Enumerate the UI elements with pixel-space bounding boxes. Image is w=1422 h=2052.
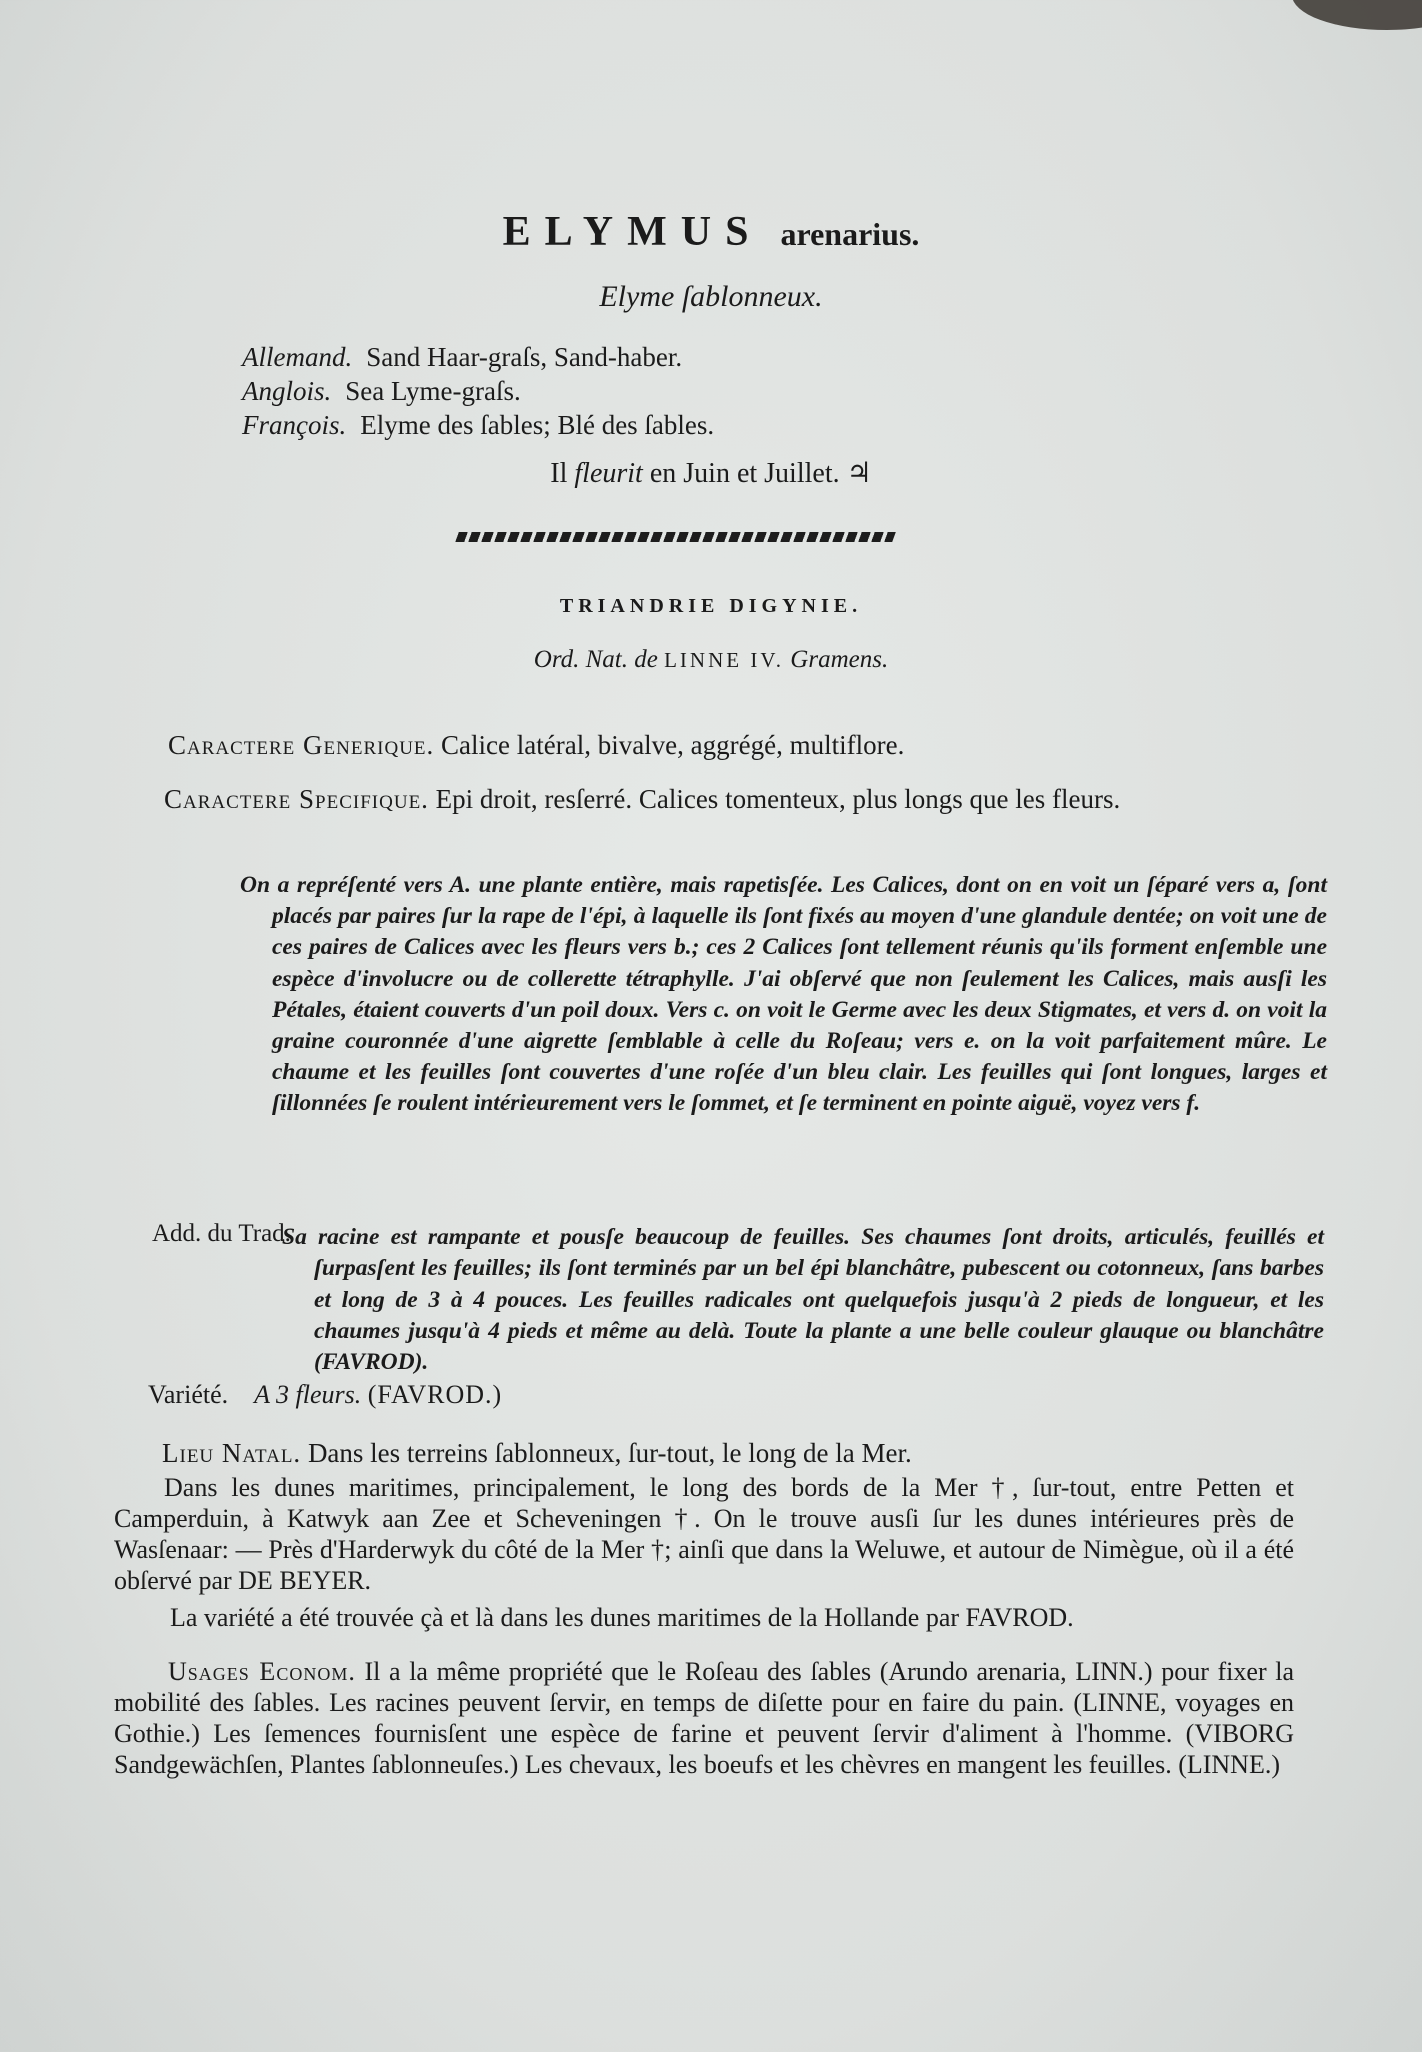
language-label: Allemand. xyxy=(242,342,353,372)
section-text: Epi droit, resſerré. Calices tomenteux, plus longs que les fleurs. xyxy=(435,784,1121,814)
variety-label: Variété. xyxy=(148,1380,229,1409)
french-name: Elyme ſablonneux. xyxy=(599,280,823,313)
language-label: Anglois. xyxy=(242,376,332,406)
ornamental-rule xyxy=(455,532,896,542)
linnaean-class: TRIANDRIE DIGYNIE. xyxy=(559,595,863,617)
section-label: Caractere Generique. xyxy=(168,730,435,760)
specific-character xyxy=(114,784,1294,815)
variety-line xyxy=(148,1380,502,1410)
species-name: arenarius. xyxy=(780,216,920,252)
name-row-french xyxy=(242,408,714,442)
language-label: François. xyxy=(242,410,347,440)
perennial-symbol: ♃ xyxy=(846,458,872,489)
section-text: Sa racine est rampante et pousſe beaucoup de feuilles. Ses chaumes ſont droits, articulés, feuillés et ſurpasſent les feuilles; ils ſont terminés par un bel épi blanchâtre, pubescent ou cotonneux, ſans barbes et long de 3 à 4 pouces. Les feuilles radicales ont quelquefois jusqu'à 2 pieds de longueur, et les chaumes jusqu'à 4 pieds et même au delà. Toute la plante a une belle couleur glauque ou blanchâtre (FAVROD). xyxy=(282,1224,1324,1376)
generic-character xyxy=(168,730,904,761)
natural-order xyxy=(0,646,1422,674)
economic-uses xyxy=(114,1656,1294,1780)
name-value: Sea Lyme-graſs. xyxy=(345,376,521,406)
name-value: Sand Haar-graſs, Sand-haber. xyxy=(366,342,683,372)
name-value: Elyme des ſables; Blé des ſables. xyxy=(360,410,715,440)
section-label: Add. du Trad. xyxy=(152,1220,291,1247)
flowering-line xyxy=(0,456,1422,490)
section-label: Lieu Natal. xyxy=(162,1438,302,1468)
flowering-verb: fleurit xyxy=(574,458,643,489)
name-row-english xyxy=(242,374,714,408)
order-author: LINNE IV. xyxy=(664,648,785,672)
habitat-heading xyxy=(162,1438,912,1469)
variety-source: (FAVROD.) xyxy=(367,1380,503,1409)
flowering-pre: Il xyxy=(550,458,568,489)
section-text: Il a la même propriété que le Roſeau des ſables (Arundo arenaria, LINN.) pour fixer la mobilité des ſables. Les racines peuvent ſervir, en temps de diſette pour en faire du pain. (LINNE, voyages en Gothie.) Les ſemences fournisſent une espèce de farine et peuvent ſervir d'aliment à l'homme. (VIBORG Sandgewächſen, Plantes ſablonneuſes.) Les chevaux, les boeufs et les chèvres en mangent les feuilles. (LINNE.) xyxy=(114,1657,1295,1779)
habitat-details: Dans les dunes maritimes, principalement, le long des bords de la Mer †, ſur-tout, entre Petten et Camperduin, à Katwyk aan Zee et Scheveningen †. On le trouve ausſi ſur les dunes intérieures près de Wasſenaar: — Près d'Harderwyk du côté de la Mer †; ainſi que dans la Weluwe, et autour de Nimègue, où il a été obſervé par DE BEYER. xyxy=(114,1473,1294,1595)
vernacular-names xyxy=(242,340,714,442)
variety-text: A 3 fleurs. xyxy=(254,1380,362,1409)
section-text: Dans les terreins ſablonneux, ſur-tout, le long de la Mer. xyxy=(307,1438,912,1468)
section-text: Calice latéral, bivalve, aggrégé, multiflore. xyxy=(441,730,905,760)
section-label: Caractere Specifique. xyxy=(164,784,429,814)
habitat-variety: La variété a été trouvée çà et là dans les dunes maritimes de la Hollande par FAVROD. xyxy=(170,1603,1074,1632)
section-label: Usages Econom. xyxy=(168,1657,356,1686)
page-title xyxy=(0,208,1422,256)
genus-name: ELYMUS xyxy=(502,209,763,255)
plate-description: On a repréſenté vers A. une plante entière, mais rapetisſée. Les Calices, dont on en voit un ſéparé vers a, ſont placés par paires ſur la rape de l'épi, à laquelle ils ſont fixés au moyen d'une glandule dentée; on voit une de ces paires de Calices avec les fleurs vers b.; ces 2 Calices ſont tellement réunis qu'ils forment enſemble une espèce d'involucre ou de collerette tétraphylle. J'ai obſervé que non ſeulement les Calices, mais ausſi les Pétales, étaient couverts d'un poil doux. Vers c. on voit le Germe avec les deux Stigmates, et vers d. on voit la graine couronnée d'une aigrette ſemblable à celle du Roſeau; vers e. on la voit parfaitement mûre. Le chaume et les feuilles ſont couvertes d'une roſée d'un bleu clair. Les feuilles qui ſont longues, larges et ſillonnées ſe roulent intérieurement vers le ſommet, et ſe terminent en pointe aiguë, voyez vers f. xyxy=(240,872,1327,1117)
name-row-german xyxy=(242,340,714,374)
flowering-months: en Juin et Juillet. xyxy=(649,458,840,489)
order-prefix: Ord. Nat. de xyxy=(533,646,658,673)
order-name: Gramens. xyxy=(790,646,889,673)
